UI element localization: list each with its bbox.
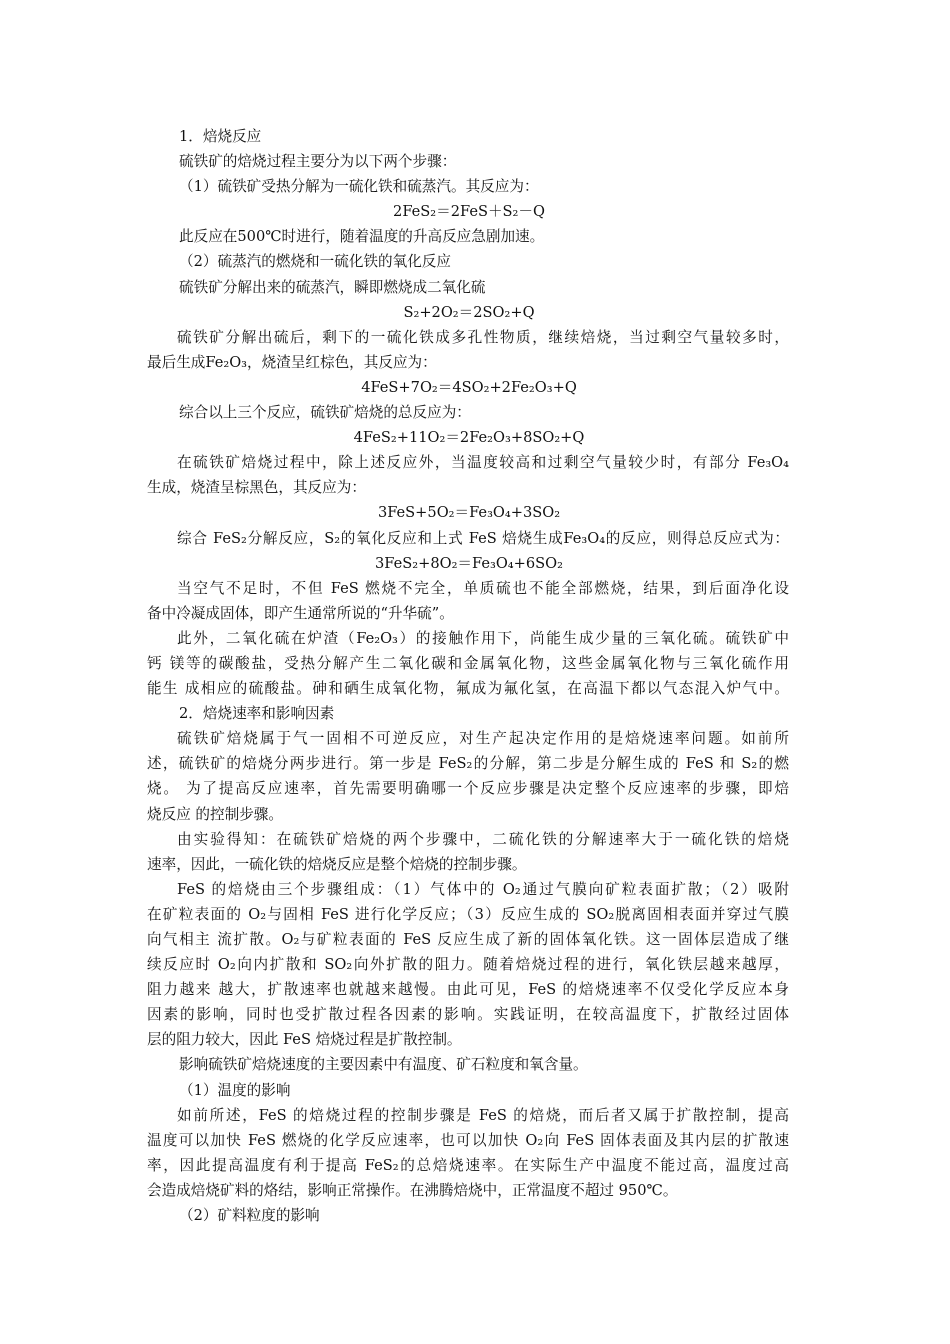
text-line: （2）矿料粒度的影响	[179, 1207, 320, 1225]
text-line: 1．焙烧反应	[179, 128, 262, 145]
equation-line: 4FeS₂+11O₂＝2Fe₂O₃+8SO₂+Q	[353, 429, 585, 447]
text-line: 能生 成相应的硫酸盐。砷和硒生成氧化物，氟成为氟化氢，在高温下都以气态混入炉气中。	[147, 680, 789, 698]
text-line: 向气相主 流扩散。O₂与矿粒表面的 FeS 反应生成了新的固体氧化铁。这一固体层造成了继	[147, 931, 789, 948]
text-line: 速率，因此，一硫化铁的焙烧反应是整个焙烧的控制步骤。	[147, 855, 527, 873]
text-line: 最后生成Fe₂O₃，烧渣呈红棕色，其反应为：	[147, 353, 437, 371]
paragraph-first-line: FeS 的焙烧由三个步骤组成：（1）气体中的 O₂通过气膜向矿粒表面扩散；（2）吸附	[177, 880, 789, 898]
text-line: 续反应时 O₂向内扩散和 SO₂向外扩散的阻力。随着焙烧过程的进行，氧化铁层越来越厚，	[147, 956, 789, 974]
paragraph-first-line: 如前所述，FeS 的焙烧过程的控制步骤是 FeS 的焙烧，而后者又属于扩散控制，提高	[177, 1106, 789, 1124]
text-line: （1）温度的影响	[179, 1081, 291, 1099]
text-line: 综合以上三个反应，硫铁矿焙烧的总反应为：	[179, 404, 471, 422]
paragraph-first-line: 综合 FeS₂分解反应，S₂的氧化反应和上式 FeS 焙烧生成Fe₃O₄的反应，则得总反应式为：	[177, 529, 789, 547]
text-line: 备中冷凝成固体，即产生通常所说的“升华硫”。	[147, 604, 454, 622]
text-line: 温度可以加快 FeS 燃烧的化学反应速率，也可以加快 O₂向 FeS 固体表面及其内层的扩散速	[147, 1131, 789, 1149]
equation-line: S₂+2O₂＝2SO₂+Q	[403, 303, 535, 321]
text-line: 影响硫铁矿焙烧速度的主要因素中有温度、矿石粒度和氧含量。	[179, 1056, 588, 1074]
paragraph-first-line: 此外，二氧化硫在炉渣（Fe₂O₃）的接触作用下，尚能生成少量的三氧化硫。硫铁矿中	[177, 629, 789, 647]
text-line: 因素的影响，同时也受扩散过程各因素的影响。实践证明，在较高温度下，扩散经过固体	[147, 1006, 789, 1024]
text-line: 硫铁矿的焙烧过程主要分为以下两个步骤：	[179, 153, 457, 171]
text-line: 烧反应 的控制步骤。	[147, 805, 283, 823]
equation-line: 2FeS₂＝2FeS＋S₂－Q	[393, 203, 545, 221]
text-line: 率，因此提高温度有利于提高 FeS₂的总焙烧速率。在实际生产中温度不能过高，温度过高	[147, 1156, 789, 1174]
text-line: 硫铁矿分解出来的硫蒸汽，瞬即燃烧成二氧化硫	[179, 278, 486, 296]
paragraph-first-line: 在硫铁矿焙烧过程中，除上述反应外，当温度较高和过剩空气量较少时，有部分 Fe₃O₄	[177, 454, 789, 472]
equation-line: 4FeS+7O₂＝4SO₂+2Fe₂O₃+Q	[361, 378, 577, 396]
paragraph-first-line: 由实验得知：在硫铁矿焙烧的两个步骤中，二硫化铁的分解速率大于一硫化铁的焙烧	[177, 830, 789, 848]
text-line: 烧。 为了提高反应速率，首先需要明确哪一个反应步骤是决定整个反应速率的步骤，即焙	[147, 780, 789, 798]
paragraph-first-line: 当空气不足时，不但 FeS 燃烧不完全，单质硫也不能全部燃烧，结果，到后面净化设	[177, 579, 789, 597]
text-line: 会造成焙烧矿料的烙结，影响正常操作。在沸腾焙烧中，正常温度不超过 950℃。	[147, 1181, 678, 1199]
paragraph-first-line: 硫铁矿分解出硫后，剩下的一硫化铁成多孔性物质，继续焙烧，当过剩空气量较多时，	[177, 328, 789, 346]
text-line: （2）硫蒸汽的燃烧和一硫化铁的氧化反应	[179, 253, 451, 271]
text-line: 生成，烧渣呈棕黑色，其反应为：	[147, 479, 366, 497]
text-line: 在矿粒表面的 O₂与固相 FeS 进行化学反应；（3）反应生成的 SO₂脱离固相表面并穿过气膜	[147, 905, 789, 923]
equation-line: 3FeS+5O₂＝Fe₃O₄+3SO₂	[377, 504, 561, 522]
text-line: 2．焙烧速率和影响因素	[179, 705, 335, 723]
paragraph-first-line: 硫铁矿焙烧属于气一固相不可逆反应，对生产起决定作用的是焙烧速率问题。如前所	[177, 730, 789, 748]
equation-line: 3FeS₂+8O₂＝Fe₃O₄+6SO₂	[375, 554, 563, 572]
text-line: 层的阻力较大，因此 FeS 焙烧过程是扩散控制。	[147, 1031, 462, 1049]
text-line: （1）硫铁矿受热分解为一硫化铁和硫蒸汽。其反应为：	[179, 178, 539, 196]
text-line: 钙 镁等的碳酸盐，受热分解产生二氧化碳和金属氧化物，这些金属氧化物与三氧化硫作用	[147, 654, 789, 672]
text-line: 述，硫铁矿的焙烧分两步进行。第一步是 FeS₂的分解，第二步是分解生成的 FeS 和 S₂的燃	[147, 755, 789, 773]
text-line: 阻力越来 越大，扩散速率也就越来越慢。由此可见，FeS 的焙烧速率不仅受化学反应本身	[147, 981, 789, 999]
document-body	[147, 124, 819, 1228]
text-line: 此反应在500℃时进行，随着温度的升高反应急剧加速。	[179, 228, 545, 246]
